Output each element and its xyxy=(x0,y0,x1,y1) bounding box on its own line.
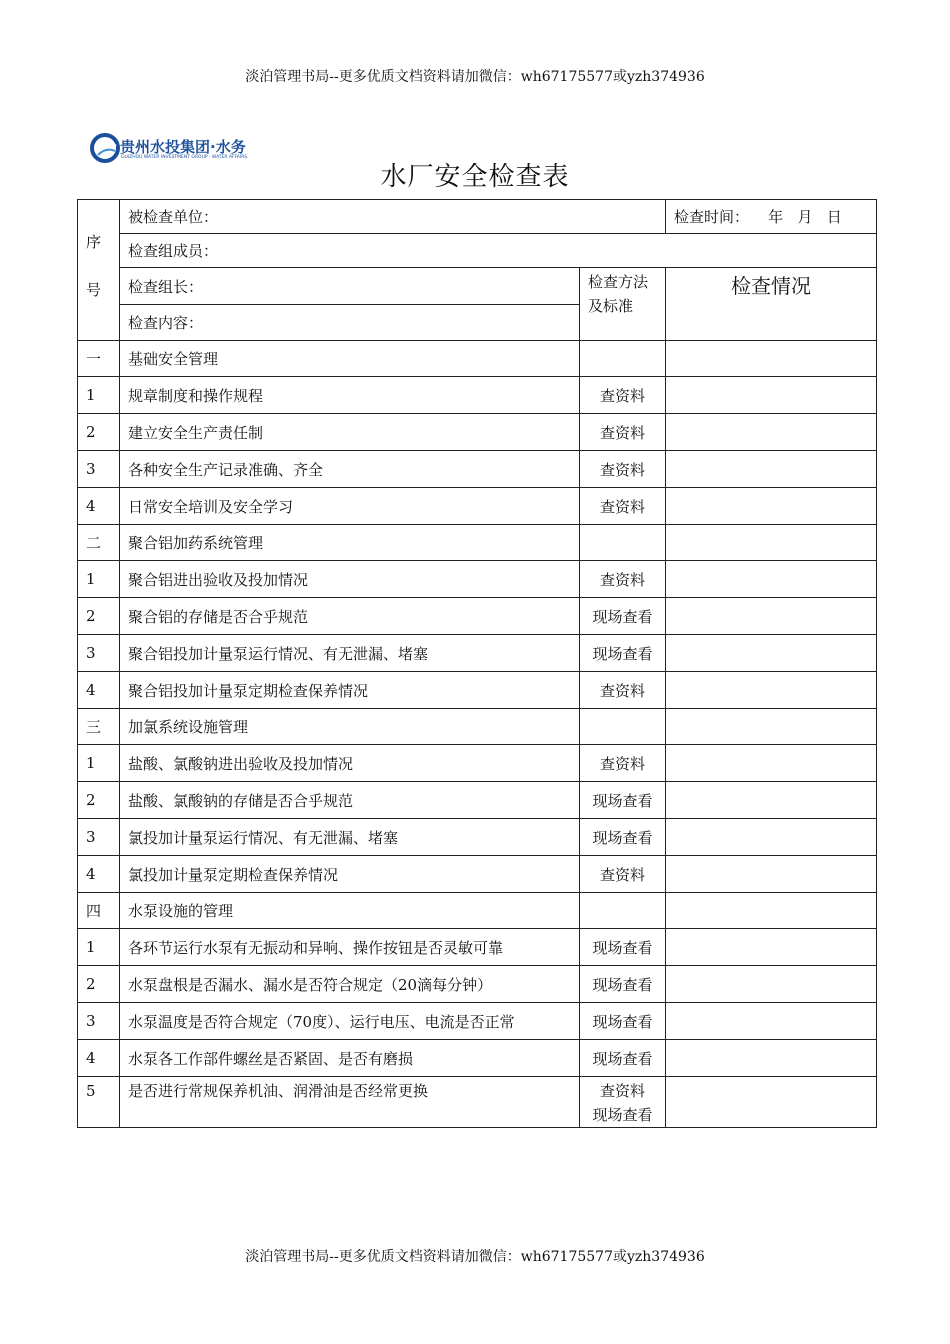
seq-header-cell xyxy=(78,200,120,341)
row-number: 4 xyxy=(78,856,120,893)
members-cell xyxy=(120,234,877,268)
table-row xyxy=(78,451,877,488)
section-header-row xyxy=(78,525,877,561)
section-title: 加氯系统设施管理 xyxy=(120,709,580,745)
row-method: 现场查看 xyxy=(580,598,666,635)
row-item: 聚合铝的存储是否合乎规范 xyxy=(120,598,580,635)
row-item: 规章制度和操作规程 xyxy=(120,377,580,414)
seq-char-2: 号 xyxy=(86,281,102,299)
row-method: 查资料 xyxy=(580,414,666,451)
row-item: 氯投加计量泵运行情况、有无泄漏、堵塞 xyxy=(120,819,580,856)
table-row xyxy=(78,929,877,966)
row-item: 水泵盘根是否漏水、漏水是否符合规定（20滴每分钟） xyxy=(120,966,580,1003)
row-item: 水泵温度是否符合规定（70度）、运行电压、电流是否正常 xyxy=(120,1003,580,1040)
row-result xyxy=(666,598,877,635)
row-item: 氯投加计量泵定期检查保养情况 xyxy=(120,856,580,893)
section-method xyxy=(580,709,666,745)
table-row xyxy=(78,782,877,819)
content-label: 检查内容： xyxy=(128,314,204,332)
row-item: 日常安全培训及安全学习 xyxy=(120,488,580,525)
row-number: 4 xyxy=(78,672,120,709)
row-result xyxy=(666,856,877,893)
row-result xyxy=(666,1040,877,1077)
row-method: 现场查看 xyxy=(580,635,666,672)
table-row xyxy=(78,672,877,709)
row-result xyxy=(666,819,877,856)
members-label: 检查组成员： xyxy=(128,242,219,260)
row-result xyxy=(666,672,877,709)
row-result xyxy=(666,635,877,672)
unit-label: 被检查单位： xyxy=(128,208,219,226)
table-row xyxy=(78,377,877,414)
header-row-unit xyxy=(78,200,877,234)
row-method: 现场查看 xyxy=(580,819,666,856)
page-title: 水厂安全检查表 xyxy=(380,162,570,192)
section-header-row xyxy=(78,893,877,929)
row-item: 聚合铝进出验收及投加情况 xyxy=(120,561,580,598)
method-label-2: 及标准 xyxy=(588,297,634,315)
section-result xyxy=(666,893,877,929)
table-row xyxy=(78,561,877,598)
row-result xyxy=(666,561,877,598)
year-label: 年 xyxy=(768,208,784,226)
section-number: 二 xyxy=(78,525,120,561)
row-number: 4 xyxy=(78,1040,120,1077)
row-result xyxy=(666,745,877,782)
row-method: 查资料 xyxy=(580,856,666,893)
row-number: 3 xyxy=(78,819,120,856)
result-label: 检查情况 xyxy=(731,274,811,298)
table-row xyxy=(78,598,877,635)
row-method: 查资料 xyxy=(580,377,666,414)
row-result xyxy=(666,966,877,1003)
row-method-2: 现场查看 xyxy=(592,1106,653,1124)
section-result xyxy=(666,341,877,377)
row-method: 查资料 xyxy=(580,488,666,525)
table-row xyxy=(78,745,877,782)
table-row xyxy=(78,819,877,856)
row-number: 3 xyxy=(78,635,120,672)
row-result xyxy=(666,414,877,451)
method-header-cell xyxy=(580,268,666,341)
unit-cell xyxy=(120,200,666,234)
row-number: 2 xyxy=(78,598,120,635)
logo-name: 贵州水投集团·水务 xyxy=(120,138,246,156)
row-result xyxy=(666,929,877,966)
row-method: 现场查看 xyxy=(580,1040,666,1077)
row-method xyxy=(580,1077,666,1128)
row-item: 建立安全生产责任制 xyxy=(120,414,580,451)
table-row xyxy=(78,488,877,525)
leader-cell xyxy=(120,268,580,305)
row-item: 各种安全生产记录准确、齐全 xyxy=(120,451,580,488)
table-row xyxy=(78,966,877,1003)
section-result xyxy=(666,709,877,745)
row-method: 现场查看 xyxy=(580,929,666,966)
row-item: 盐酸、氯酸钠的存储是否合乎规范 xyxy=(120,782,580,819)
time-cell xyxy=(666,200,877,234)
row-method: 查资料 xyxy=(580,451,666,488)
section-title: 聚合铝加药系统管理 xyxy=(120,525,580,561)
method-label-1: 检查方法 xyxy=(588,273,649,291)
month-label: 月 xyxy=(797,208,813,226)
row-result xyxy=(666,782,877,819)
seq-char-1: 序 xyxy=(86,233,102,251)
table-body xyxy=(78,341,877,1077)
table-row xyxy=(78,635,877,672)
row-method: 现场查看 xyxy=(580,1003,666,1040)
leader-label: 检查组长： xyxy=(128,277,204,296)
time-label: 检查时间： xyxy=(674,208,750,226)
watermark-top-note: 淡泊管理书局--更多优质文档资料请加微信：wh67175577或yzh374936 xyxy=(245,69,705,85)
row-result xyxy=(666,1077,877,1128)
section-title: 基础安全管理 xyxy=(120,341,580,377)
row-method-1: 查资料 xyxy=(600,1082,646,1100)
header-row-members xyxy=(78,234,877,268)
row-method: 查资料 xyxy=(580,672,666,709)
row-method: 现场查看 xyxy=(580,782,666,819)
row-number: 3 xyxy=(78,451,120,488)
row-number: 5 xyxy=(78,1077,120,1128)
result-header-cell xyxy=(666,268,877,341)
row-method: 现场查看 xyxy=(580,966,666,1003)
row-result xyxy=(666,377,877,414)
section-result xyxy=(666,525,877,561)
section-header-row xyxy=(78,341,877,377)
section-number: 三 xyxy=(78,709,120,745)
inspection-table xyxy=(77,199,877,1128)
table-row xyxy=(78,1003,877,1040)
section-title: 水泵设施的管理 xyxy=(120,893,580,929)
logo-subtitle: GUIZHOU WATER INVESTMENT GROUP · WATER AFFAIRS xyxy=(121,155,248,160)
row-number: 2 xyxy=(78,414,120,451)
row-item: 盐酸、氯酸钠进出验收及投加情况 xyxy=(120,745,580,782)
row-number: 1 xyxy=(78,561,120,598)
row-method: 查资料 xyxy=(580,745,666,782)
row-number: 1 xyxy=(78,745,120,782)
row-result xyxy=(666,488,877,525)
row-item: 聚合铝投加计量泵定期检查保养情况 xyxy=(120,672,580,709)
table-row-last xyxy=(78,1077,877,1128)
row-item: 各环节运行水泵有无振动和异响、操作按钮是否灵敏可靠 xyxy=(120,929,580,966)
row-item: 是否进行常规保养机油、润滑油是否经常更换 xyxy=(120,1077,580,1128)
table-row xyxy=(78,1040,877,1077)
watermark-bottom-note: 淡泊管理书局--更多优质文档资料请加微信：wh67175577或yzh374936 xyxy=(245,1249,705,1265)
section-header-row xyxy=(78,709,877,745)
content-cell xyxy=(120,305,580,341)
table-row xyxy=(78,856,877,893)
row-item: 水泵各工作部件螺丝是否紧固、是否有磨损 xyxy=(120,1040,580,1077)
row-number: 1 xyxy=(78,377,120,414)
row-number: 4 xyxy=(78,488,120,525)
day-label: 日 xyxy=(826,208,842,226)
section-method xyxy=(580,525,666,561)
row-number: 1 xyxy=(78,929,120,966)
row-result xyxy=(666,1003,877,1040)
section-number: 一 xyxy=(78,341,120,377)
row-number: 2 xyxy=(78,966,120,1003)
section-method xyxy=(580,341,666,377)
row-number: 3 xyxy=(78,1003,120,1040)
row-result xyxy=(666,451,877,488)
section-method xyxy=(580,893,666,929)
table-row xyxy=(78,414,877,451)
row-number: 2 xyxy=(78,782,120,819)
row-item: 聚合铝投加计量泵运行情况、有无泄漏、堵塞 xyxy=(120,635,580,672)
header-row-leader xyxy=(78,268,877,305)
row-method: 查资料 xyxy=(580,561,666,598)
section-number: 四 xyxy=(78,893,120,929)
